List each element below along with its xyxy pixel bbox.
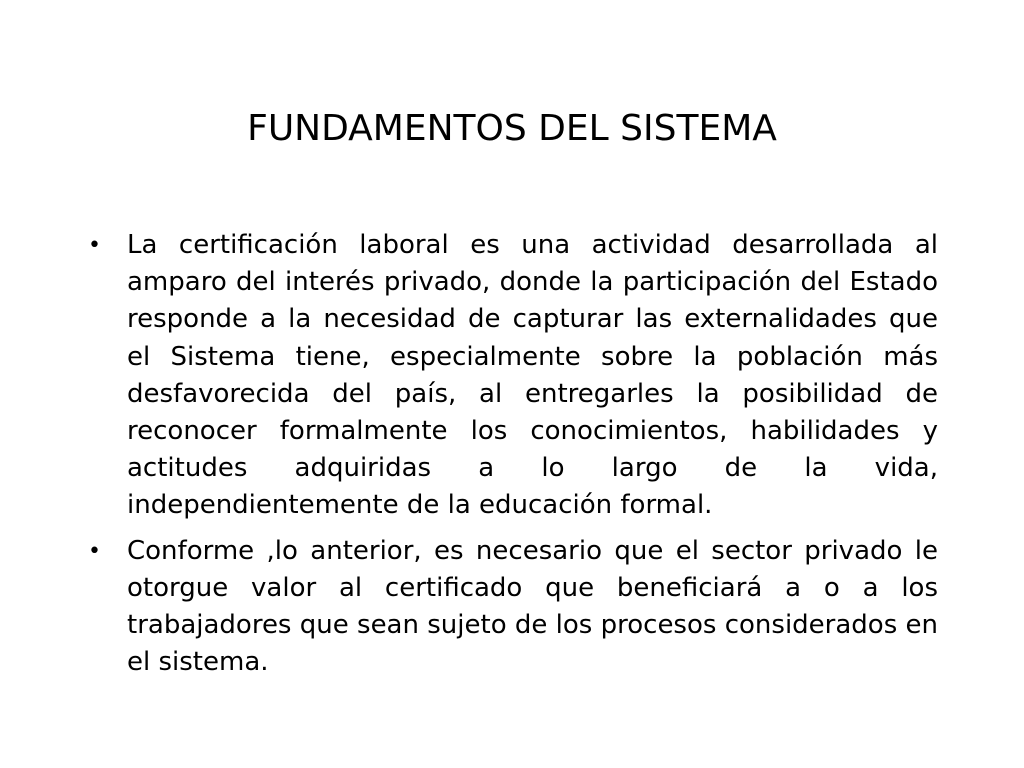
bullet-text: Conforme ,lo anterior, es necesario que el sector privado le otorgue valor al certificado que beneficiará a o a los trabajadores que sean sujeto de los procesos considerados en el sistema. xyxy=(127,535,938,678)
bullet-item xyxy=(84,533,938,682)
bullet-text: La certificación laboral es una actividad desarrollada al amparo del interés privado, donde la participación del Estado responde a la necesidad de capturar las externalidades que el Sistema tiene, especialmente sobre la población más desfavorecida del país, al entregarles la posibilidad de reconocer formalmente los conocimientos, habilidades y actitudes adquiridas a lo largo de la vida, independientemente de la educación formal. xyxy=(127,230,938,521)
bullet-icon: • xyxy=(88,538,101,564)
bullet-list xyxy=(84,227,938,689)
bullet-icon: • xyxy=(88,233,101,258)
slide-title: FUNDAMENTOS DEL SISTEMA xyxy=(247,108,777,149)
bullet-item xyxy=(84,227,938,525)
